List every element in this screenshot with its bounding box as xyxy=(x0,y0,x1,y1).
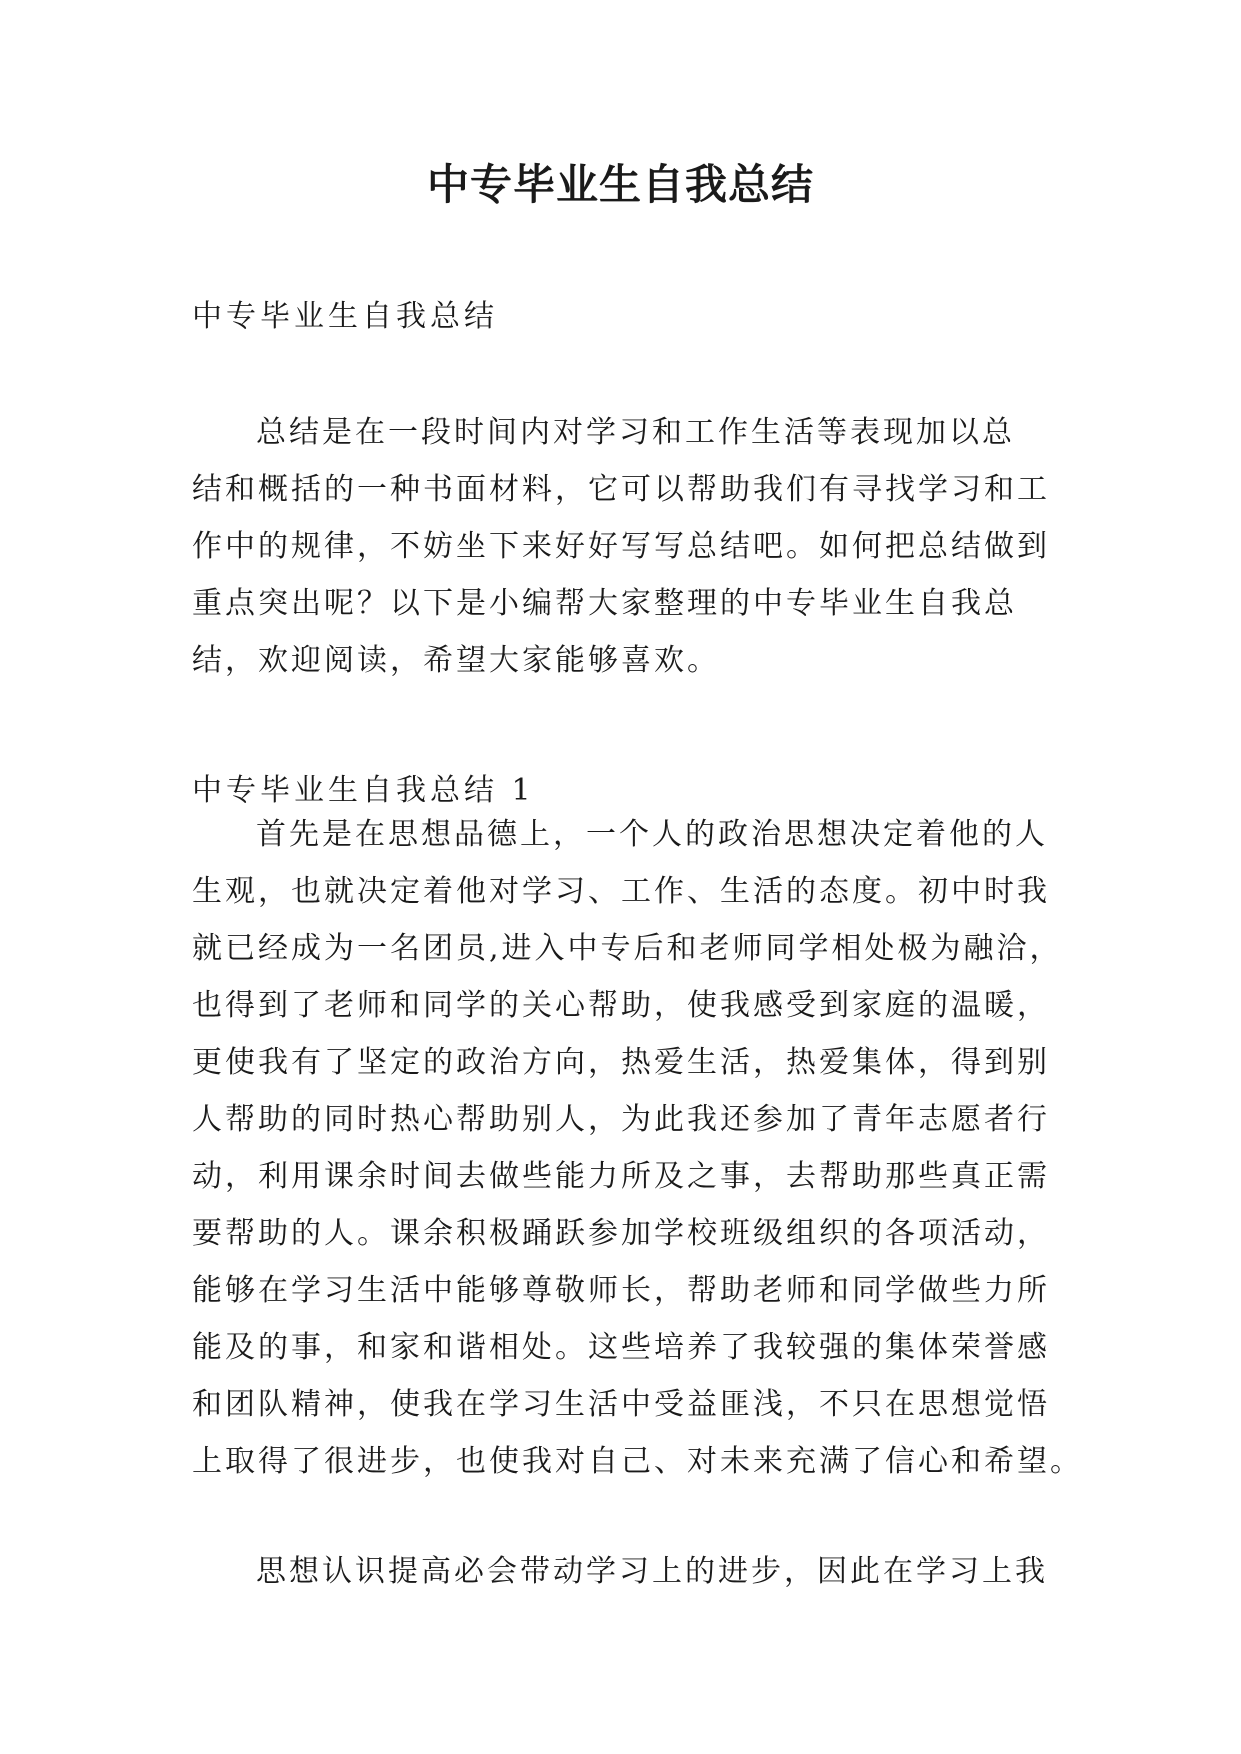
text-line: 作中的规律，不妨坐下来好好写写总结吧。如何把总结做到 xyxy=(192,529,1050,564)
text-line: 要帮助的人。课余积极踊跃参加学校班级组织的各项活动， xyxy=(192,1216,1050,1251)
text-line: 也得到了老师和同学的关心帮助，使我感受到家庭的温暖， xyxy=(192,988,1050,1023)
text-line: 上取得了很进步，也使我对自己、对未来充满了信心和希望。 xyxy=(192,1444,1083,1479)
text-line: 结，欢迎阅读，希望大家能够喜欢。 xyxy=(192,643,720,678)
text-line: 首先是在思想品德上，一个人的政治思想决定着他的人 xyxy=(256,817,1048,852)
text-line: 生观，也就决定着他对学习、工作、生活的态度。初中时我 xyxy=(192,874,1050,909)
text-line: 能够在学习生活中能够尊敬师长，帮助老师和同学做些力所 xyxy=(192,1273,1050,1308)
text-line: 能及的事，和家和谐相处。这些培养了我较强的集体荣誉感 xyxy=(192,1330,1050,1365)
body-paragraph-1 xyxy=(192,806,1083,1490)
document-subtitle: 中专毕业生自我总结 xyxy=(192,299,498,334)
text-line: 人帮助的同时热心帮助别人，为此我还参加了青年志愿者行 xyxy=(192,1102,1050,1137)
text-line: 思想认识提高必会带动学习上的进步，因此在学习上我 xyxy=(256,1554,1048,1589)
text-line: 重点突出呢？以下是小编帮大家整理的中专毕业生自我总 xyxy=(192,586,1017,621)
text-line: 和团队精神，使我在学习生活中受益匪浅，不只在思想觉悟 xyxy=(192,1387,1050,1422)
text-line: 结和概括的一种书面材料，它可以帮助我们有寻找学习和工 xyxy=(192,472,1050,507)
body-paragraph-2 xyxy=(192,1543,1050,1600)
text-line: 动，利用课余时间去做些能力所及之事，去帮助那些真正需 xyxy=(192,1159,1050,1194)
intro-paragraph xyxy=(192,404,1050,689)
text-line: 更使我有了坚定的政治方向，热爱生活，热爱集体，得到别 xyxy=(192,1045,1050,1080)
text-line: 总结是在一段时间内对学习和工作生活等表现加以总 xyxy=(256,415,1015,450)
text-line: 就已经成为一名团员,进入中专后和老师同学相处极为融洽， xyxy=(192,931,1063,966)
document-title: 中专毕业生自我总结 xyxy=(426,160,814,209)
section-heading: 中专毕业生自我总结 1 xyxy=(192,773,535,808)
